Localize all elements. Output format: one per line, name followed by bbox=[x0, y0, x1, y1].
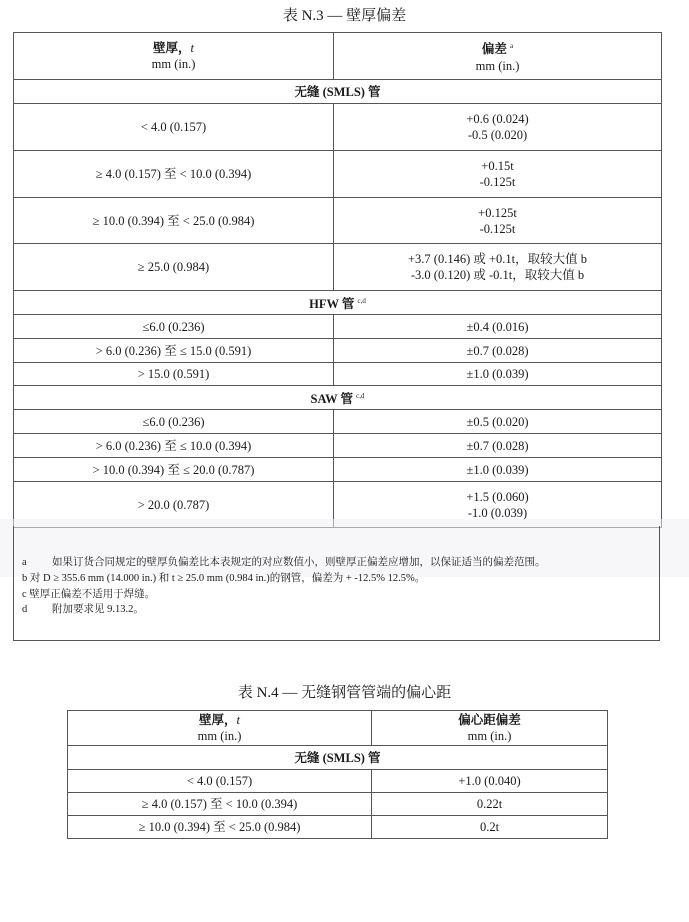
table-n3-notes bbox=[13, 526, 660, 641]
tolerance-cell: ±1.0 (0.039) bbox=[334, 458, 662, 482]
col-header-thickness-unit: mm (in.) bbox=[151, 57, 196, 71]
table-row bbox=[14, 315, 662, 339]
footnote-ref-cd: c,d bbox=[357, 296, 366, 305]
thickness-cell: < 4.0 (0.157) bbox=[14, 104, 334, 151]
note-b: b 对 D ≥ 355.6 mm (14.000 in.) 和 t ≥ 25.0 mm (0.984 in.)的钢管，偏差为 + -12.5% 12.5%。 bbox=[22, 573, 426, 584]
table-row bbox=[14, 458, 662, 482]
col-header-thickness bbox=[68, 711, 372, 746]
col-header-tolerance bbox=[334, 33, 662, 80]
table-row bbox=[14, 410, 662, 434]
section-row-smls bbox=[14, 80, 662, 104]
tolerance-cell: +0.6 (0.024) -0.5 (0.020) bbox=[334, 104, 662, 151]
col-header-tolerance-unit: mm (in.) bbox=[475, 58, 520, 73]
thickness-cell: > 15.0 (0.591) bbox=[14, 363, 334, 386]
section-label-hfw: HFW 管 $^{c,d}$ bbox=[14, 291, 662, 315]
table-row bbox=[14, 244, 662, 291]
table-n3-caption: 表 N.3 — 壁厚偏差 bbox=[282, 8, 407, 24]
note-c: c 壁厚正偏差不适用于焊缝。 bbox=[22, 589, 156, 600]
eccentricity-cell: 0.22t bbox=[372, 793, 608, 816]
table-n3 bbox=[13, 32, 662, 528]
thickness-cell: ≥ 4.0 (0.157) 至 < 10.0 (0.394) bbox=[68, 793, 372, 816]
col-header-thickness-var: t bbox=[190, 41, 194, 55]
thickness-cell: > 10.0 (0.394) 至 ≤ 20.0 (0.787) bbox=[14, 458, 334, 482]
thickness-cell: > 20.0 (0.787) bbox=[14, 482, 334, 528]
table-row bbox=[14, 104, 662, 151]
footnote-ref-a: a bbox=[510, 42, 514, 51]
note-a: a 如果订货合同规定的壁厚负偏差比本表规定的对应数值小，则壁厚正偏差应增加，以保证适当的偏差范围。 bbox=[22, 557, 546, 568]
table-row bbox=[14, 434, 662, 458]
thickness-cell: < 4.0 (0.157) bbox=[68, 770, 372, 793]
tolerance-cell: +3.7 (0.146) 或 +0.1t，取较大值 b -3.0 (0.120) 或 -0.1t，取较大值 b bbox=[334, 244, 662, 291]
table-n3-header-row bbox=[14, 33, 662, 80]
tolerance-cell: +0.15t -0.125t bbox=[334, 151, 662, 198]
footnote-ref-cd: c,d bbox=[356, 391, 365, 400]
table-row bbox=[14, 198, 662, 244]
tolerance-cell: ±0.7 (0.028) bbox=[334, 434, 662, 458]
table-row bbox=[68, 770, 608, 793]
col-header-thickness bbox=[14, 33, 334, 80]
table-n4 bbox=[67, 710, 608, 839]
section-label-saw: SAW 管 $^{c,d}$ bbox=[14, 386, 662, 410]
thickness-cell: ≥ 10.0 (0.394) 至 < 25.0 (0.984) bbox=[68, 816, 372, 839]
thickness-cell: ≤6.0 (0.236) bbox=[14, 315, 334, 339]
col-header-thickness-unit: mm (in.) bbox=[197, 729, 242, 743]
tolerance-cell: ±0.4 (0.016) bbox=[334, 315, 662, 339]
thickness-cell: ≤6.0 (0.236) bbox=[14, 410, 334, 434]
col-header-thickness-title: 壁厚， bbox=[199, 713, 237, 727]
section-label-smls: 无缝 (SMLS) 管 bbox=[68, 746, 608, 770]
eccentricity-cell: +1.0 (0.040) bbox=[372, 770, 608, 793]
tolerance-cell: +0.125t -0.125t bbox=[334, 198, 662, 244]
eccentricity-cell: 0.2t bbox=[372, 816, 608, 839]
tolerance-cell: ±0.7 (0.028) bbox=[334, 339, 662, 363]
col-header-eccentricity-unit: mm (in.) bbox=[467, 729, 512, 743]
table-row bbox=[14, 151, 662, 198]
tolerance-cell: ±0.5 (0.020) bbox=[334, 410, 662, 434]
col-header-thickness-var: t bbox=[236, 713, 240, 727]
section-row-smls bbox=[68, 746, 608, 770]
thickness-cell: ≥ 4.0 (0.157) 至 < 10.0 (0.394) bbox=[14, 151, 334, 198]
section-row-saw bbox=[14, 386, 662, 410]
col-header-eccentricity bbox=[372, 711, 608, 746]
table-row bbox=[14, 363, 662, 386]
table-row bbox=[68, 793, 608, 816]
tolerance-cell: +1.5 (0.060) -1.0 (0.039) bbox=[334, 482, 662, 528]
tolerance-cell: ±1.0 (0.039) bbox=[334, 363, 662, 386]
col-header-tolerance-title: 偏差 bbox=[481, 42, 507, 57]
table-row bbox=[14, 339, 662, 363]
thickness-cell: > 6.0 (0.236) 至 ≤ 15.0 (0.591) bbox=[14, 339, 334, 363]
note-d: d 附加要求见 9.13.2。 bbox=[22, 604, 144, 615]
thickness-cell: ≥ 10.0 (0.394) 至 < 25.0 (0.984) bbox=[14, 198, 334, 244]
table-n4-header-row bbox=[68, 711, 608, 746]
col-header-eccentricity-title: 偏心距偏差 bbox=[458, 713, 521, 727]
section-label-smls: 无缝 (SMLS) 管 bbox=[14, 80, 662, 104]
section-row-hfw bbox=[14, 291, 662, 315]
thickness-cell: > 6.0 (0.236) 至 ≤ 10.0 (0.394) bbox=[14, 434, 334, 458]
table-n4-caption: 表 N.4 — 无缝钢管管端的偏心距 bbox=[237, 685, 452, 701]
table-row bbox=[68, 816, 608, 839]
thickness-cell: ≥ 25.0 (0.984) bbox=[14, 244, 334, 291]
col-header-thickness-title: 壁厚， bbox=[153, 41, 191, 55]
